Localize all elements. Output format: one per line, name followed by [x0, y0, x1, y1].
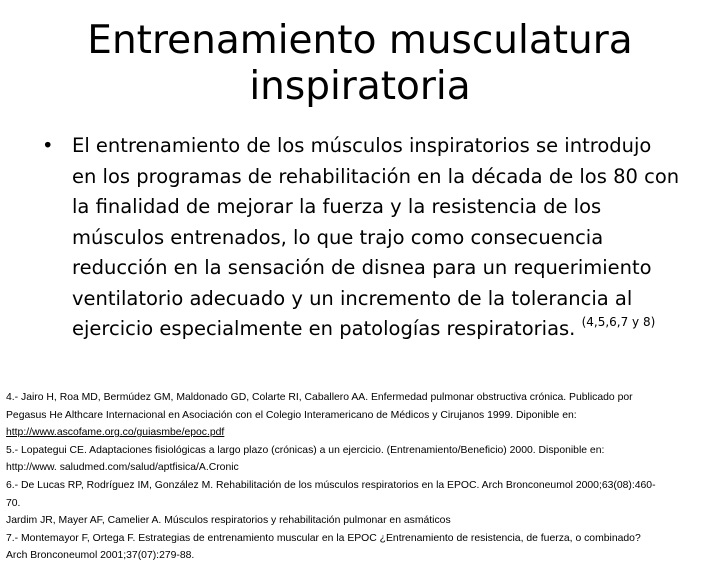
bullet-line: en los programas de rehabilitación en la década de los 80 con: [72, 164, 680, 188]
references-list: [6, 389, 718, 565]
reference-line: 4.- Jairo H, Roa MD, Bermúdez GM, Maldonado GD, Colarte RI, Caballero AA. Enfermedad pulmonar obstructiva crónica. Publicado por: [6, 392, 633, 403]
reference-line: Pegasus He Althcare Internacional en Asociación con el Colegio Interamericano de Médicos y Cirujanos 1999. Diponible en:: [6, 409, 577, 421]
bullet-line: reducción en la sensación de disnea para un requerimiento: [72, 256, 652, 279]
slide-title-line-1: Entrenamiento musculatura: [87, 18, 633, 63]
citation-superscript: (4,5,6,7 y 8): [581, 315, 656, 329]
reference-line: 6.- De Lucas RP, Rodríguez IM, González M. Rehabilitación de los músculos respiratorios en la EPOC. Arch Bronconeumol 2000;63(08):460-: [6, 479, 656, 491]
reference-line: 7.- Montemayor F, Ortega F. Estrategias de entrenamiento muscular en la EPOC ¿Entrenamiento de resistencia, de fuerza, o combinado?: [6, 532, 641, 544]
reference-line: Arch Bronconeumol 2001;37(07):279-88.: [6, 550, 195, 562]
bullet-text: [72, 131, 702, 345]
reference-line: Jardim JR, Mayer AF, Camelier A. Músculos respiratorios y rehabilitación pulmonar en asmáticos: [6, 515, 451, 527]
bullet-line: la finalidad de mejorar la fuerza y la resistencia de los: [72, 195, 602, 218]
bullet-last-line: [72, 314, 702, 345]
reference-line: http://www. saludmed.com/salud/aptfisica/A.Cronic: [6, 462, 239, 474]
bullet-line: músculos entrenados, lo que trajo como consecuencia: [72, 225, 604, 249]
reference-line: 5.- Lopategui CE. Adaptaciones fisiológicas a largo plazo (crónicas) a un ejercicio. (Entrenamiento/Beneficio) 2000. Disponible en:: [6, 444, 605, 456]
bullet-line: ejercicio especialmente en patologías respiratorias.: [72, 317, 576, 340]
slide-title: [60, 18, 660, 110]
bullet-marker-icon: •: [42, 134, 54, 157]
reference-line: 70.: [6, 497, 21, 509]
bullet-line: ventilatorio adecuado y un incremento de la tolerancia al: [72, 286, 633, 310]
reference-link[interactable]: http://www.ascofame.org.co/guiasmbe/epoc.pdf: [6, 427, 225, 439]
bullet-line: El entrenamiento de los músculos inspiratorios se introdujo: [72, 134, 652, 157]
slide-title-line-2: inspiratoria: [249, 64, 471, 109]
